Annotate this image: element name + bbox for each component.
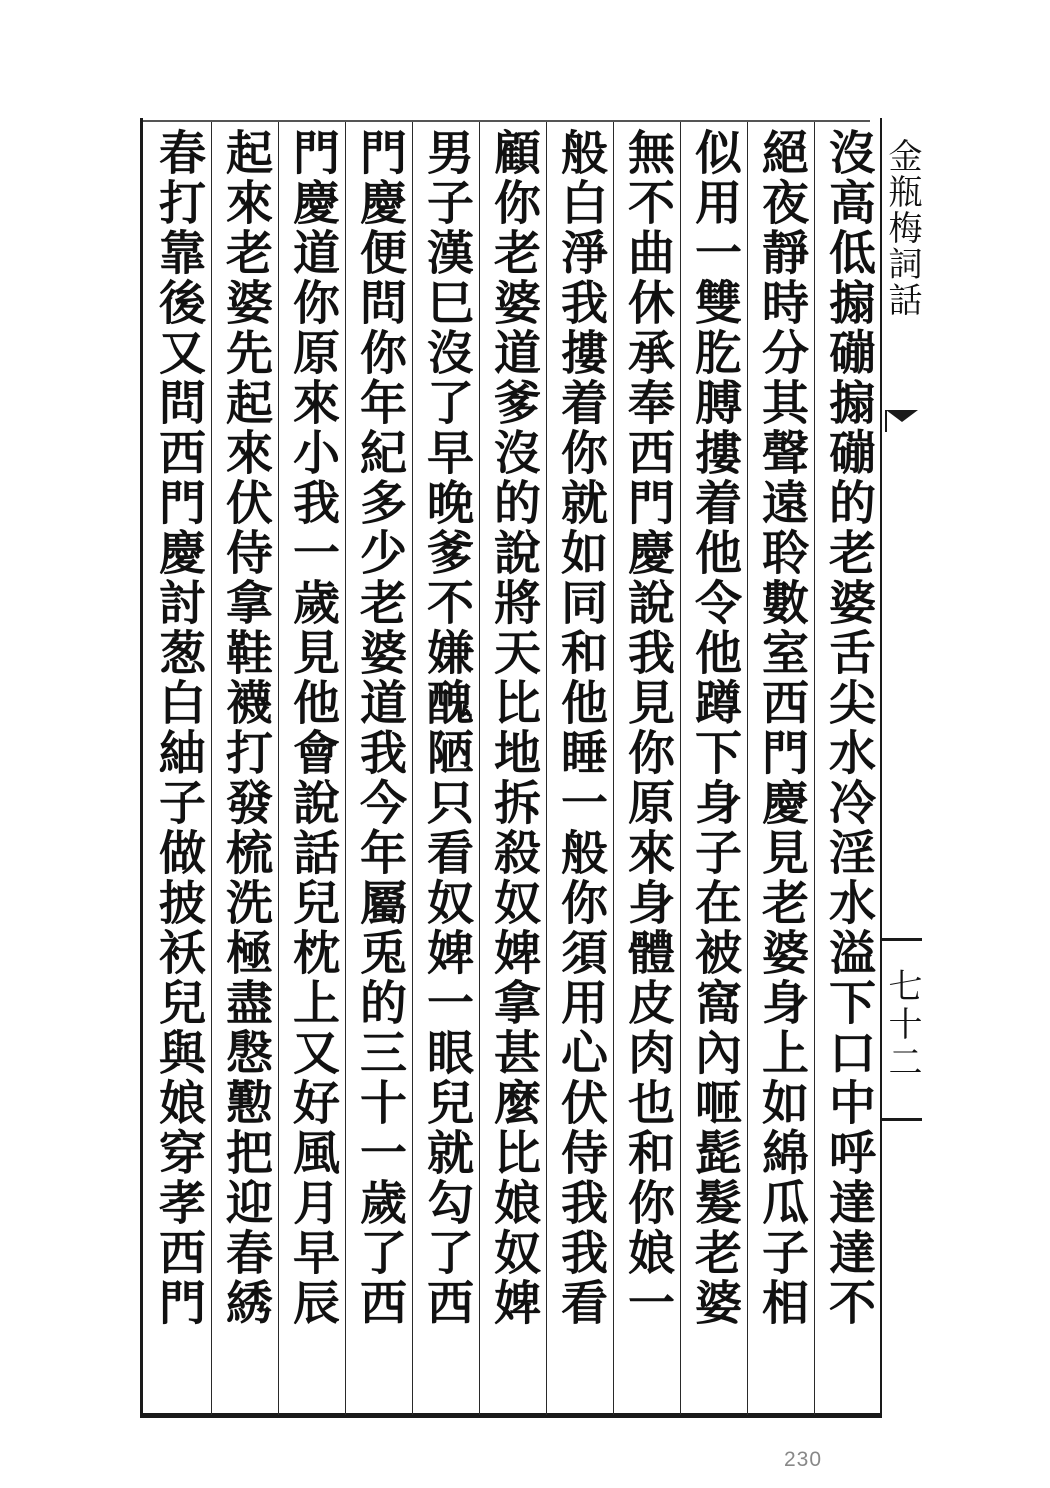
margin-column	[882, 118, 922, 1418]
margin-leaf-number: 七十二	[882, 968, 922, 1082]
column-divider	[680, 122, 681, 1415]
column-divider	[278, 122, 279, 1415]
text-column-1: 沒高低搧磞搧磞的老婆舌尖水冷淫水溢下口中呼達達不	[821, 128, 876, 1328]
text-column-11: 春打靠後又問西門慶討葱白紬子做披袄兒與娘穿孝西門	[151, 128, 206, 1328]
text-column-4: 無不曲休承奉西門慶說我見你原來身體皮肉也和你娘一	[620, 128, 675, 1328]
text-column-2: 絕夜靜時分其聲遠聆數室西門慶見老婆身上如綿瓜子相	[754, 128, 809, 1328]
text-column-9: 門慶道你原來小我一歲見他會說話兒枕上又好風月早辰	[285, 128, 340, 1328]
text-column-6: 顧你老婆道爹沒的說將天比地拆殺奴婢拿甚麼比娘奴婢	[486, 128, 541, 1328]
margin-title: 金瓶梅詞話	[882, 138, 922, 318]
margin-rule	[882, 938, 922, 941]
column-divider	[814, 122, 815, 1415]
fishtail-mark-icon	[884, 408, 920, 434]
column-divider	[345, 122, 346, 1415]
text-column-3: 似用一雙肐膊摟着他令他蹲下身子在被窩內咂髭髮老婆	[687, 128, 742, 1328]
column-divider	[546, 122, 547, 1415]
column-divider	[613, 122, 614, 1415]
margin-rule	[882, 1118, 922, 1121]
column-divider	[747, 122, 748, 1415]
text-column-5: 般白淨我摟着你就如同和他睡一般你須用心伏侍我我看	[553, 128, 608, 1328]
page-number: 230	[784, 1448, 823, 1471]
text-column-7: 男子漢巳沒了早晚爹不嫌醜陋只看奴婢一眼兒就勾了西	[419, 128, 474, 1328]
text-column-10: 起來老婆先起來伏侍拿鞋襪打發梳洗極盡慇懃把迎春綉	[218, 128, 273, 1328]
column-divider	[211, 122, 212, 1415]
column-divider	[479, 122, 480, 1415]
column-divider	[412, 122, 413, 1415]
text-column-8: 門慶便問你年紀多少老婆道我今年屬兎的三十一歲了西	[352, 128, 407, 1328]
